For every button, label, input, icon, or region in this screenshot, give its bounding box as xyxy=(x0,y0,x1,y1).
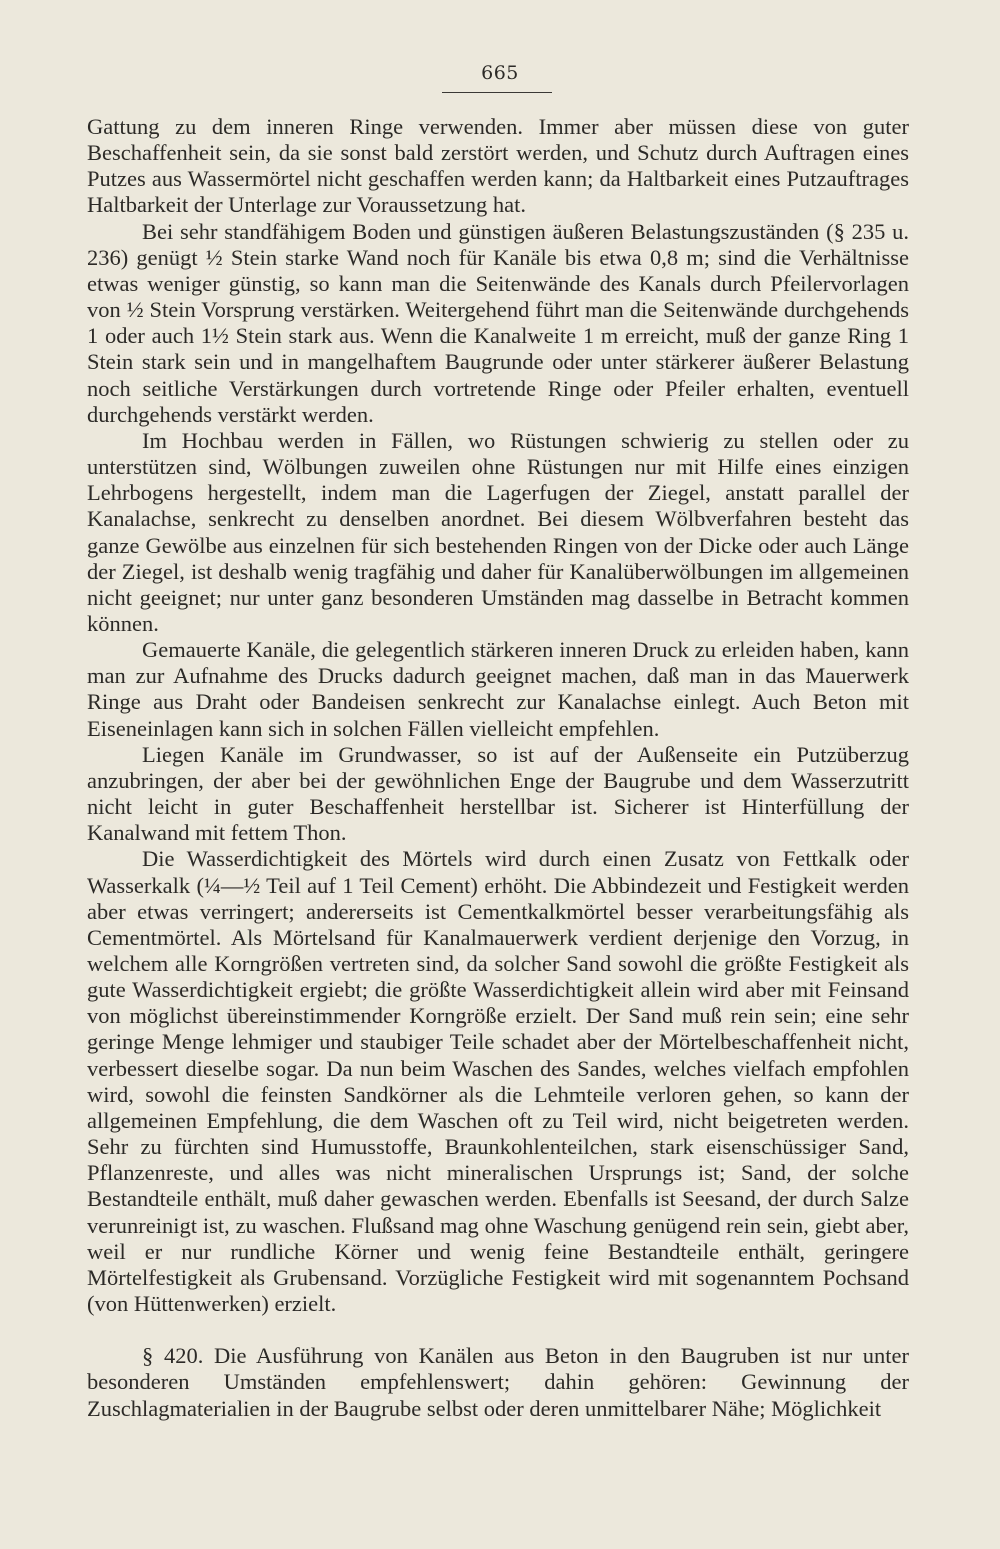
page-number: 665 xyxy=(481,62,519,84)
paragraph: Liegen Kanäle im Grundwasser, so ist auf der Außenseite ein Putzüberzug anzubringen, der aber bei der gewöhnlichen Enge der Baugrube und dem Wasserzutritt nicht leicht in guter Beschaffenheit herstellbar ist. Sicherer ist Hinterfüllung der Kanalwand mit fettem Thon. xyxy=(87,741,909,846)
paragraph: Im Hochbau werden in Fällen, wo Rüstungen schwierig zu stellen oder zu unterstützen sind, Wölbungen zuweilen ohne Rüstungen nur mit Hilfe eines einzigen Lehrbogens hergestellt, indem man die Lagerfugen der Ziegel, anstatt parallel der Kanalachse, senkrecht zu denselben anordnet. Bei diesem Wölbverfahren besteht das ganze Gewölbe aus einzelnen für sich bestehenden Ringen von der Dicke oder auch Länge der Ziegel, ist deshalb wenig tragfähig und daher für Kanalüberwölbungen im allgemeinen nicht geeignet; nur unter ganz besonderen Umständen mag dasselbe in Betracht kommen können. xyxy=(87,427,909,636)
paragraph: Die Wasserdichtigkeit des Mörtels wird durch einen Zusatz von Fettkalk oder Wasserkalk (¼—½ Teil auf 1 Teil Cement) erhöht. Die Abbindezeit und Festigkeit werden aber etwas verringert; andererseits ist Cementkalkmörtel besser verarbeitungsfähig als Cementmörtel. Als Mörtelsand für Kanalmauerwerk verdient derjenige den Vorzug, in welchem alle Korngrößen vertreten sind, da solcher Sand sowohl die größte Festigkeit als gute Wasserdichtigkeit ergiebt; die größte Wasserdichtigkeit allein wird aber mit Feinsand von möglichst übereinstimmender Korngröße erzielt. Der Sand muß rein sein; eine sehr geringe Menge lehmiger und staubiger Teile schadet aber der Mörtelbeschaffenheit nicht, verbessert dieselbe sogar. Da nun beim Waschen des Sandes, welches vielfach empfohlen wird, sowohl die feinsten Sandkörner als die Lehmteile verloren gehen, so kann der allgemeinen Empfehlung, die dem Waschen oft zu Teil wird, nicht beigetreten werden. Sehr zu fürchten sind Humusstoffe, Braunkohlenteilchen, stark eisenschüssiger Sand, Pflanzenreste, und alles was nicht mineralischen Ursprungs ist; Sand, der solche Bestandteile enthält, muß daher gewaschen werden. Ebenfalls ist Seesand, der durch Salze verunreinigt ist, zu waschen. Flußsand mag ohne Waschung genügend rein sein, giebt aber, weil er nur rundliche Körner und wenig feine Bestandteile enthält, geringere Mörtelfestigkeit als Grubensand. Vorzügliche Festigkeit wird mit sogenanntem Pochsand (von Hüttenwerken) erzielt. xyxy=(87,846,909,1317)
paragraph: Gattung zu dem inneren Ringe verwenden. Immer aber müssen diese von guter Beschaffenheit sein, da sie sonst bald zerstört werden, und Schutz durch Auftragen eines Putzes aus Wassermörtel nicht geschaffen werden kann; da Haltbarkeit eines Putzauftrages Haltbarkeit der Unterlage zur Voraussetzung hat. xyxy=(87,114,909,218)
body-text xyxy=(87,114,909,1422)
page-number-rule xyxy=(442,92,552,93)
paragraph: Bei sehr standfähigem Boden und günstigen äußeren Belastungszuständen (§ 235 u. 236) genügt ½ Stein starke Wand noch für Kanäle bis etwa 0,8 m; sind die Verhältnisse etwas weniger günstig, so kann man die Seitenwände des Kanals durch Pfeilervorlagen von ½ Stein Vorsprung verstärken. Weitergehend führt man die Seitenwände durchgehends 1 oder auch 1½ Stein stark aus. Wenn die Kanalweite 1 m erreicht, muß der ganze Ring 1 Stein stark sein und in mangelhaftem Baugrunde oder unter stärkerer äußerer Belastung noch seitliche Verstärkungen durch vortretende Ringe oder Pfeiler erhalten, eventuell durchgehends verstärkt werden. xyxy=(87,218,909,427)
section-paragraph: § 420. Die Ausführung von Kanälen aus Beton in den Baugruben ist nur unter besonderen Umständen empfehlenswert; dahin gehören: Gewinnung der Zuschlagmaterialien in der Baugrube selbst oder deren unmittelbarer Nähe; Möglichkeit xyxy=(87,1343,909,1421)
paragraph: Gemauerte Kanäle, die gelegentlich stärkeren inneren Druck zu erleiden haben, kann man zur Aufnahme des Drucks dadurch geeignet machen, daß man in das Mauerwerk Ringe aus Draht oder Bandeisen senkrecht zur Kanalachse einlegt. Auch Beton mit Eiseneinlagen kann sich in solchen Fällen vielleicht empfehlen. xyxy=(87,637,909,741)
